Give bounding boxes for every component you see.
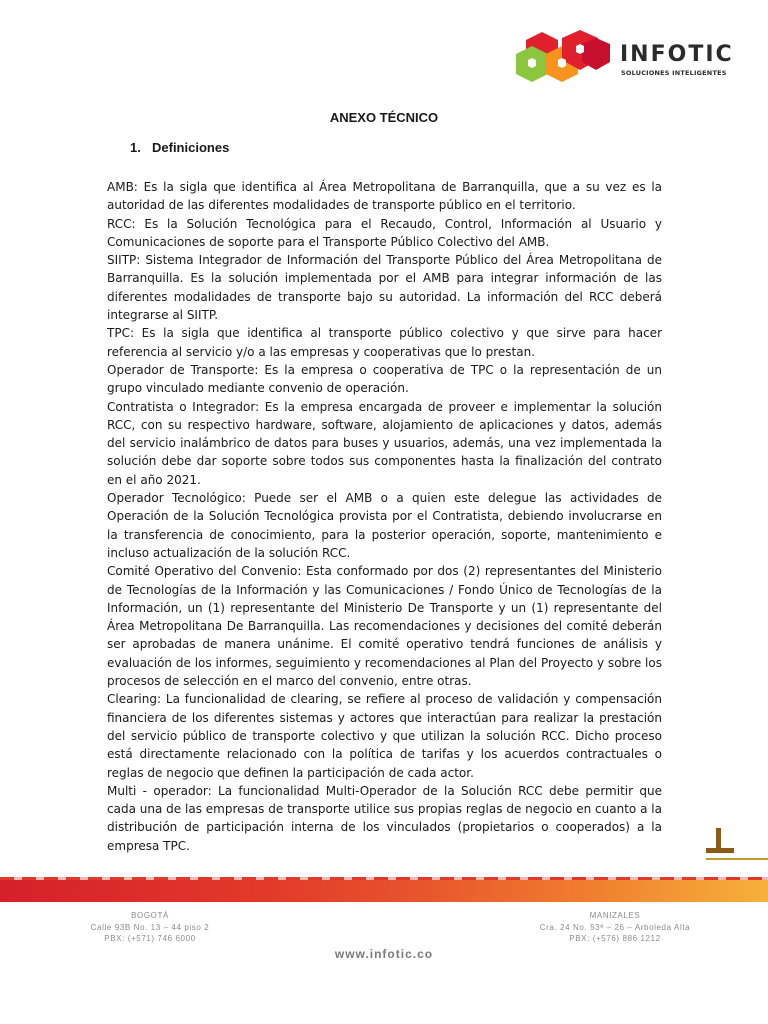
footer-street: Calle 93B No. 13 – 44 piso 2	[90, 922, 210, 932]
definition-term: SIITP:	[107, 253, 141, 268]
definition-term: TPC:	[107, 326, 134, 341]
definitions-list	[107, 178, 662, 855]
definition-term: AMB:	[107, 180, 138, 194]
definition-paragraph: Multi - operador: La funcionalidad Multi-Operador de la Solución RCC debe permitir que cada una de las empresas de transporte utilice sus propias reglas de negocio en cuanto a la distribución de participación interna de los vinculados (propietarios o cooperados) a la empresa TPC.	[107, 783, 662, 853]
definition-term: Clearing:	[107, 692, 161, 707]
logo-wordmark: INFOTIC	[620, 42, 734, 67]
definition-paragraph: Comité Operativo del Convenio: Esta conformado por dos (2) representantes del Ministerio de Tecnologías de la Información y las Comunicaciones / Fondo Único de Tecnologías de la Información, un (1) representante del Ministerio De Transporte y un (1) representante del Área Metropolitana De Barranquilla. Las recomendaciones y decisiones del comité deberán ser aprobadas de manera unánime. El comité operativo tendrá funciones de análisis y evaluación de los informes, seguimiento y recomendaciones al Plan del Proyecto y sobre los procesos de selección en el marco del convenio, entre otras.	[107, 564, 662, 689]
document-title: ANEXO TÉCNICO	[329, 110, 439, 125]
definition-paragraph: SIITP: Sistema Integrador de Información del Transporte Público del Área Metropolitana de Barranquilla. Es la solución implementada por el AMB para integrar información de las diferentes modalidades de transporte bajo su autoridad. La información del RCC deberá integrarse al SIITP.	[107, 253, 662, 323]
company-logo	[512, 30, 732, 90]
definition-paragraph: TPC: Es la sigla que identifica al transporte público colectivo y que sirve para hacer referencia al servicio y/o a las empresas y cooperativas que lo prestan.	[107, 326, 662, 359]
definition-paragraph: Operador de Transporte: Es la empresa o cooperativa de TPC o la representación de un grupo vinculado mediante convenio de operación.	[107, 362, 662, 396]
definition-paragraph: Clearing: La funcionalidad de clearing, se refiere al proceso de validación y compensación financiera de los diferentes sistemas y actores que interactúan para realizar la prestación del servicio público de transporte colectivo y que utilizan la solución RCC. Dicho proceso está directamente relacionado con la política de tarifas y los acuerdos contractuales o reglas de negocio que definen la participación de cada actor.	[107, 692, 662, 780]
definition-paragraph: RCC: Es la Solución Tecnológica para el Recaudo, Control, Información al Usuario y Comunicaciones de soporte para el Transporte Público Colectivo del AMB.	[107, 216, 662, 249]
footer-street: Cra. 24 No. 53ª – 26 – Arboleda Alta	[539, 922, 691, 932]
definition-term: Operador de Transporte:	[107, 362, 259, 377]
footer-phone: PBX: (+576) 886 1212	[569, 934, 661, 943]
footer-address-manizales	[520, 910, 710, 945]
footer-city: BOGOTÁ	[131, 911, 169, 920]
section-title: Definiciones	[152, 140, 230, 155]
definition-paragraph: AMB: Es la sigla que identifica al Área Metropolitana de Barranquilla, que a su vez es la autoridad de las diferentes modalidades de transporte público en el territorio.	[107, 180, 662, 213]
section-number: 1.	[130, 140, 141, 155]
footer-address-bogota	[70, 910, 230, 945]
definition-term: RCC:	[107, 216, 136, 231]
website-link[interactable]: www.infotic.co	[334, 947, 434, 961]
definition-term: Comité Operativo del Convenio:	[107, 564, 302, 579]
page-number	[706, 820, 746, 860]
definition-term: Contratista o Integrador:	[107, 399, 260, 414]
definition-term: Multi - operador:	[107, 783, 212, 798]
definition-paragraph: Contratista o Integrador: Es la empresa encargada de proveer e implementar la solución RCC, con su respectivo hardware, software, alojamiento de aplicaciones y datos, además del servicio inalámbrico de datos para buses y usuarios, además, una vez implementada la solución debe dar soporte sobre todos sus componentes hasta la finalización del contrato en el año 2021.	[107, 399, 662, 487]
section-heading	[130, 140, 229, 155]
definition-paragraph: Operador Tecnológico: Puede ser el AMB o a quien este delegue las actividades de Operación de la Solución Tecnológica provista por el Contratista, debiendo involucrarse en la transferencia de conocimiento, para la posterior operación, soporte, mantenimiento e incluso actualización de la solución RCC.	[107, 491, 662, 560]
footer-color-band	[0, 880, 768, 902]
logo-tagline: SOLUCIONES INTELIGENTES	[621, 69, 727, 77]
definition-term: Operador Tecnológico:	[107, 491, 246, 506]
footer-phone: PBX: (+571) 746 6000	[104, 934, 196, 943]
logo-hexagons-icon	[512, 30, 616, 88]
footer-city: MANIZALES	[589, 911, 641, 920]
